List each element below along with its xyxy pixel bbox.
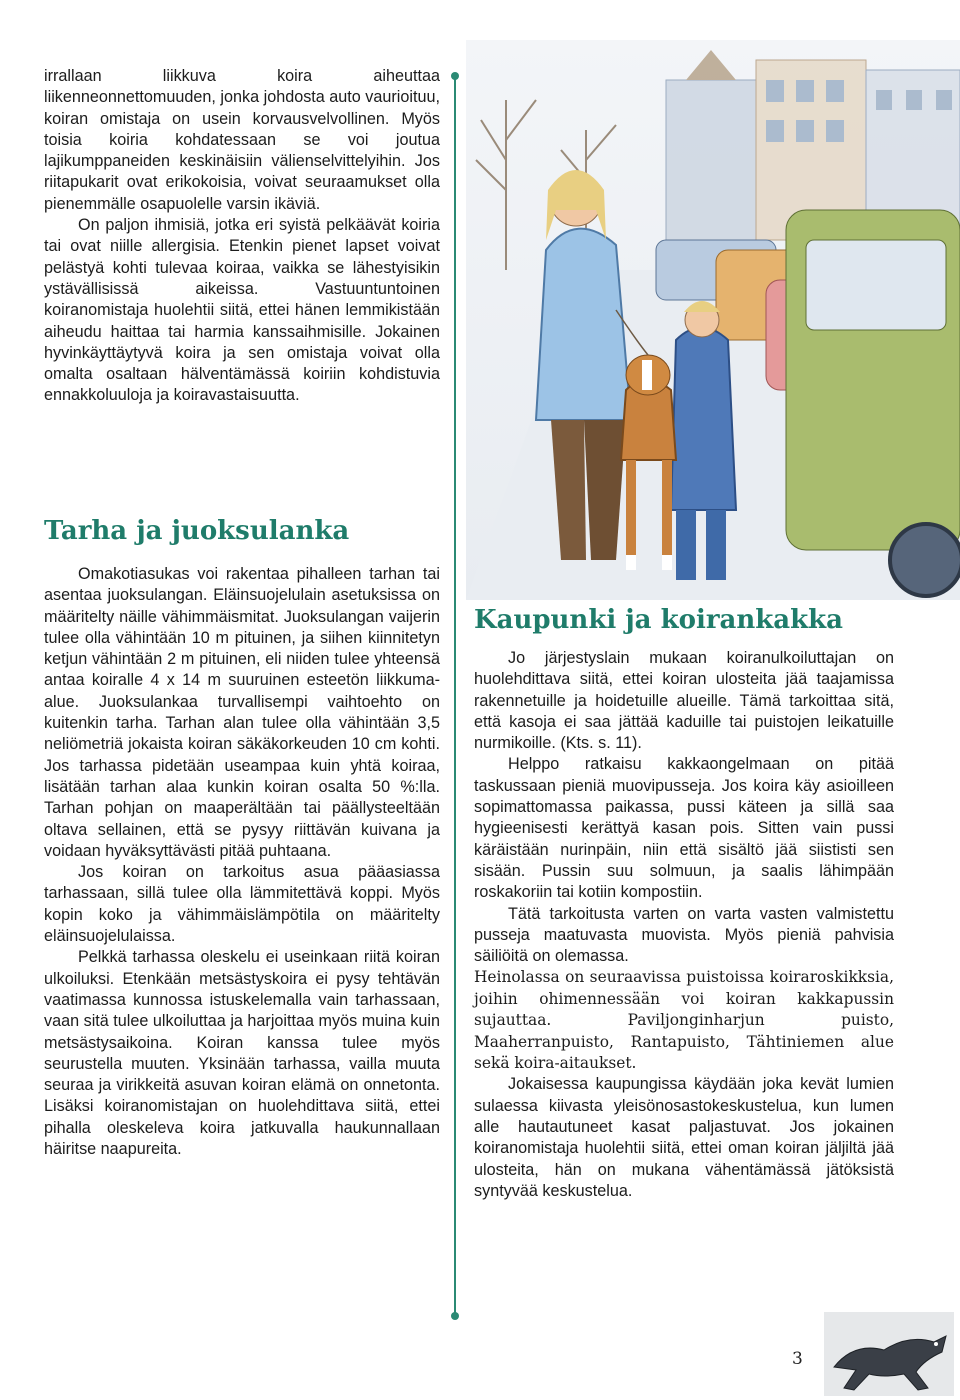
tarha-section xyxy=(44,564,440,1160)
kaupunki-paragraph-2: Helppo ratkaisu kakkaongelmaan on pitää taskussaan pieniä muovipusseja. Jos koira käy asioilleen sopimattomassa paikassa, pussi käteen ja sillä saa hygieenisesti kerättyä kasan pois. Sitten vain pussi käräistään nurinpäin, niin että sisältö jää siististi sen sisään. Pussin suu solmuun, ja saalis lähimpään roskakoriin tai kotiin kompostiin. xyxy=(474,755,894,902)
tarha-paragraph-3: Pelkkä tarhassa oleskelu ei useinkaan riitä koiran ulkoiluksi. Etenkään metsästyskoira ei pysy tehtävän vaatimassa kunnossa istuskelemalla vain tarhassaan, vaan sitä tulee ulkoiluttaa ja harjoittaa myös muina kuin metsästysaikoina. Koiran kanssa tulee myös seurustella muuten. Yksinään tarhassa, vailla muuta seuraa ja virikkeitä asuvan koiran elämä on onnetonta. Lisäksi koiranomistajan on huolehdittava siitä, ettei pihalla oleskeleva koira jatkuvalla haukunnallaan häiritse naapureita. xyxy=(44,948,440,1159)
street-illustration xyxy=(466,40,960,600)
intro-paragraph-1: irrallaan liikkuva koira aiheuttaa liikenneonnettomuuden, jonka johdosta auto vaurioituu, koiran omistaja on usein korvausvelvollinen. Myös toisia koiria kohdatessaan se voi joutua lajikumppaneiden keskinäisiin välienselvittelyihin. Jos riitapukarit ovat erikokoisia, voivat seuraamukset olla pienemmälle osapuolelle varsin ikäviä. xyxy=(44,67,440,213)
kaupunki-closing-paragraph: Jokaisessa kaupungissa käydään joka kevät lumien sulaessa kiivasta yleisönosastokeskustelua, kun lumen alle hautautuneet kasat paljastuvat. Jos jokainen koiranomistaja huolehtii siitä, ettei oman koiran jäljiltä jää ulosteita, hän on mukana vähentämässä jätöksistä syntyvää keskustelua. xyxy=(474,1075,894,1200)
column-divider xyxy=(454,76,456,1316)
tarha-paragraph-2: Jos koiran on tarkoitus asua pääasiassa tarhassaan, sillä tulee olla lämmitettävä koppi. Myös kopin koko ja vähimmäislämpötila on määritelty eläinsuojelulaissa. xyxy=(44,863,440,946)
page-number: 3 xyxy=(792,1349,803,1369)
heinola-paragraph: Heinolassa on seuraavissa puistoissa koiraroskikksia, joihin ohimennessään voi koiran kakkapussin sujauttaa. Paviljonginharjun puisto, Maaherranpuisto, Rantapuisto, Tähtiniemen alue sekä koira-aitaukset. xyxy=(474,968,894,1073)
section-heading-kaupunki: Kaupunki ja koirankakka xyxy=(474,605,844,635)
divider-top-dot xyxy=(451,72,459,80)
intro-paragraph-2: On paljon ihmisiä, jotka eri syistä pelkäävät koiria tai ovat niille allergisia. Etenkin pienet lapset voivat pelästyä kohti tulevaa koiraa, vaikka se lähestyisikin ystävällisissä aikeissa. Vastuuntuntoinen koiranomistaja huolehtii siitä, ettei hänen lemmikistään aiheudu haittaa tai harmia kanssaihmisille. Jokainen hyvinkäyttäytyvä koira ja sen omistaja voivat olla omalta osaltaan hälventämässä koiriin kohdistuvia ennakkoluuloja ja koiravastaisuutta. xyxy=(44,216,440,405)
right-column xyxy=(474,648,894,1202)
divider-bottom-dot xyxy=(451,1312,459,1320)
section-heading-tarha: Tarha ja juoksulanka xyxy=(44,516,350,546)
kaupunki-paragraph-1: Jo järjestyslain mukaan koiranulkoiluttajan on huolehdittava siitä, ettei koiran ulosteita jää taajamissa rakennetuille ja hoidetuille alueille. Tämä tarkoittaa sitä, että kasoja ei saa jättää kaduille tai puistojen leikatuille nurmikoille. (Kts. s. 11). xyxy=(474,649,894,753)
kaupunki-paragraph-3: Tätä tarkoitusta varten on varta vasten valmistettu pusseja maatuvasta muovista. Myös pieniä pahvisia säiliöitä on olemassa. xyxy=(474,904,894,966)
running-dog-icon xyxy=(824,1312,954,1396)
tarha-paragraph-1: Omakotiasukas voi rakentaa pihalleen tarhan tai asentaa juoksulangan. Eläinsuojelulain asetuksissa on määritelty näille vähimmäismitat. Juoksulangan vaijerin tulee olla vähintään 10 m pituinen, ja siihen kiinnitetyn ketjun vähintään 2 m pituinen, eli niiden tulee yhteensä antaa koiralle 4 x 14 m suuruinen esteetön liikkuma-alue. Juoksulankaa turvallisempi vaihtoehto on kuitenkin tarha. Tarhan alan tulee olla vähintään 3,5 neliömetriä jokaista koiran säkäkorkeuden 10 cm kohti. Jos tarhassa pidetään useampaa kuin yhtä koiraa, lisätään tarhan alaa kunkin koiran osalta 50 %:lla. Tarhan pohjan on maaperältään tai päällysteeltään oltava sellainen, että se pysyy riittävän kuivana ja voidaan hyväksyttävästi pitää puhtaana. xyxy=(44,565,440,860)
left-column xyxy=(44,66,440,407)
